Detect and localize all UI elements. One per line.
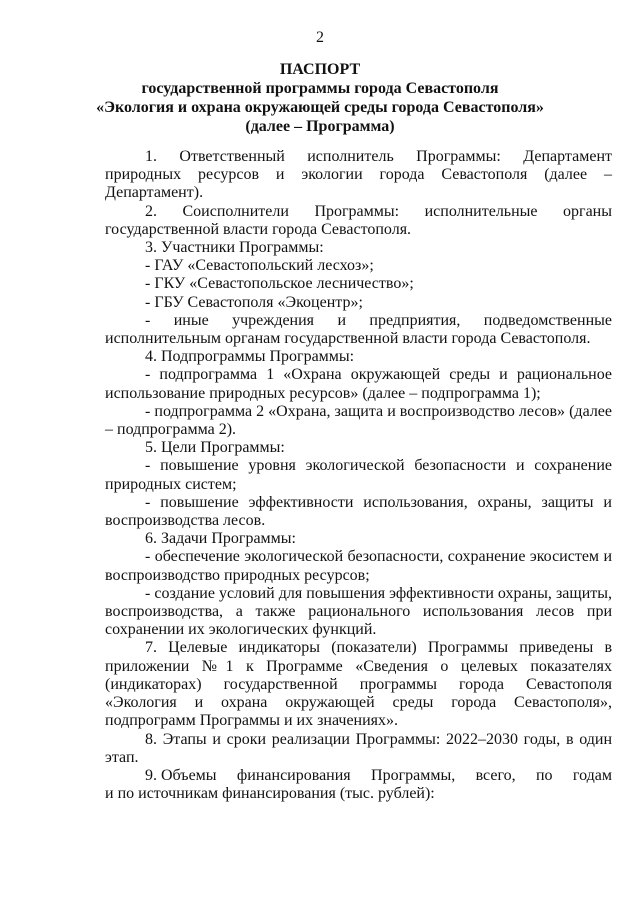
task-1: - обеспечение экологической безопасности, сохранение экосистем и воспроизводство природных ресурсов; <box>105 548 612 584</box>
document-title <box>60 60 580 136</box>
paragraph-1: 1. Ответственный исполнитель Программы: Департамент природных ресурсов и экологии города Севастополя (далее – Департамент). <box>105 148 612 202</box>
paragraph-4: 4. Подпрограммы Программы: <box>145 348 355 366</box>
paragraph-5: 5. Цели Программы: <box>145 439 285 457</box>
document-body <box>105 148 612 803</box>
paragraph-2: 2. Соисполнители Программы: исполнительные органы государственной власти города Севастополя. <box>105 202 612 238</box>
goal-2: - повышение эффективности использования, охраны, защиты и воспроизводства лесов. <box>105 493 612 530</box>
subprogram-1: - подпрограмма 1 «Охрана окружающей среды и рациональное использование природных ресурсов» (далее – подпрограмма 1); <box>105 366 612 402</box>
paragraph-7: 7. Целевые индикаторы (показатели) Программы приведены в приложении №1 к Программе «Сведения о целевых показателях (индикаторах) государственной программы города Севастополя «Экология и охрана окружающей среды города Севастополя», подпрограмм Программы и их значениях». <box>105 639 612 730</box>
subprogram-2: - подпрограмма 2 «Охрана, защита и воспроизводство лесов» (далее – подпрограмма 2). <box>105 402 612 439</box>
title-line-2: государственной программы города Севастополя <box>141 80 499 97</box>
paragraph-6: 6. Задачи Программы: <box>145 530 296 548</box>
participant-1: - ГАУ «Севастопольский лесхоз»; <box>145 257 374 275</box>
paragraph-3: 3. Участники Программы: <box>145 239 324 257</box>
participant-2: - ГКУ «Севастопольское лесничество»; <box>145 275 414 293</box>
paragraph-9-line-2: и по источникам финансирования (тыс. рублей): <box>105 785 435 803</box>
paragraph-9-line-1: 9. Объемы финансирования Программы, всего, по годам <box>145 766 612 784</box>
participant-4: - иные учреждения и предприятия, подведомственные исполнительным органам государственной власти города Севастополя. <box>105 311 612 348</box>
title-line-1: ПАСПОРТ <box>279 61 361 78</box>
page-number: 2 <box>316 29 324 46</box>
title-line-4: (далее – Программа) <box>245 118 395 135</box>
paragraph-8: 8. Этапы и сроки реализации Программы: 2022–2030 годы, в один этап. <box>105 730 612 766</box>
title-line-3: «Экология и охрана окружающей среды города Севастополя» <box>96 99 544 116</box>
task-2: - создание условий для повышения эффективности охраны, защиты, воспроизводства, а также рационального использования лесов при сохранении их экологических функций. <box>105 584 612 639</box>
participant-3: - ГБУ Севастополя «Экоцентр»; <box>145 293 363 311</box>
goal-1: - повышение уровня экологической безопасности и сохранение природных систем; <box>105 457 612 493</box>
